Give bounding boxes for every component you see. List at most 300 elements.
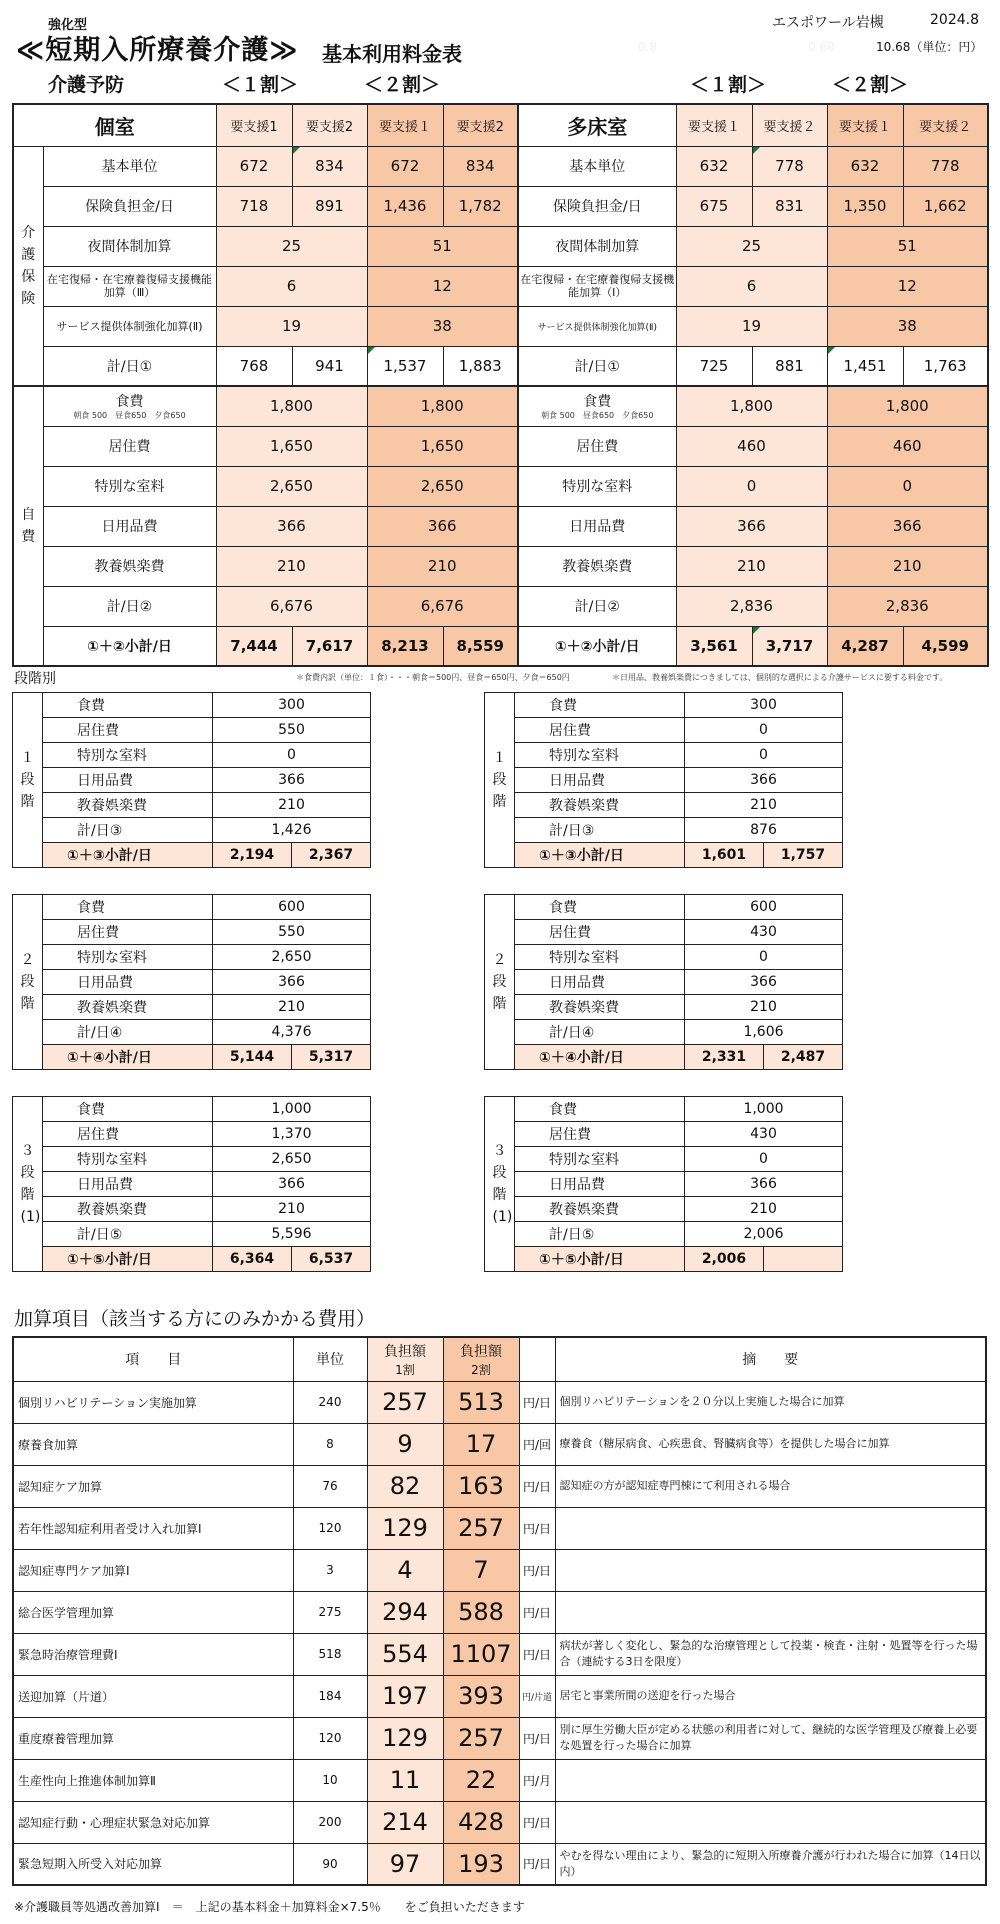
cell: 210 [685, 793, 843, 818]
row-label: 特別な室料 [515, 945, 685, 970]
cell: 430 [685, 1122, 843, 1147]
row-label: 日用品費 [43, 506, 216, 546]
additions-unit: 90 [293, 1843, 367, 1885]
row-label: 特別な室料 [515, 1147, 685, 1172]
additions-per: 円/日 [519, 1507, 555, 1549]
table-row [13, 1801, 986, 1843]
col-head: 要支援2 [443, 104, 518, 146]
row-label: 夜間体制加算 [43, 226, 216, 266]
cell: 2,650 [216, 466, 367, 506]
cell: 725 [676, 346, 752, 386]
group-label-kaigo: 介護保険 [13, 146, 43, 386]
row-label: サービス提供体制強化加算(Ⅱ) [518, 306, 676, 346]
pct-label-left-2: ＜２割＞ [364, 74, 441, 96]
row-label: 食費 [43, 895, 213, 920]
table-row [13, 1197, 371, 1222]
additions-unit: 518 [293, 1633, 367, 1675]
table-row [13, 743, 371, 768]
cell: 4,599 [903, 626, 988, 666]
cell: 550 [213, 718, 371, 743]
cell: 2,836 [827, 586, 988, 626]
table-row [485, 693, 843, 718]
table-row [13, 1843, 986, 1885]
table-row [13, 1633, 986, 1675]
additions-burden-1: 97 [367, 1843, 443, 1885]
row-label: 教養娯楽費 [515, 793, 685, 818]
additions-burden-1: 554 [367, 1633, 443, 1675]
table-row-total [485, 1247, 843, 1272]
additions-item-name: 生産性向上推進体制加算Ⅱ [13, 1759, 293, 1801]
row-label: ①＋④小計/日 [43, 1045, 213, 1070]
cell: 19 [216, 306, 367, 346]
row-label: 計/日① [43, 346, 216, 386]
row-label: 計/日③ [515, 818, 685, 843]
row-label: 特別な室料 [43, 743, 213, 768]
cell: 8,213 [367, 626, 443, 666]
table-row [485, 995, 843, 1020]
cell: 0 [827, 466, 988, 506]
additions-burden-2: 393 [443, 1675, 519, 1717]
row-label: 保険負担金/日 [43, 186, 216, 226]
cell: 430 [685, 920, 843, 945]
row-label: 日用品費 [43, 1172, 213, 1197]
cell: 2,006 [685, 1247, 764, 1272]
cell: 5,596 [213, 1222, 371, 1247]
cell: 366 [216, 506, 367, 546]
row-label: 特別な室料 [43, 1147, 213, 1172]
additions-burden-1: 197 [367, 1675, 443, 1717]
table-row [485, 1172, 843, 1197]
row-label: 計/日⑤ [515, 1222, 685, 1247]
table-row [13, 546, 988, 586]
additions-burden-1: 294 [367, 1591, 443, 1633]
row-label: 特別な室料 [43, 466, 216, 506]
cell: 25 [216, 226, 367, 266]
table-row [13, 793, 371, 818]
row-label: 計/日④ [515, 1020, 685, 1045]
cell: 2,650 [213, 945, 371, 970]
cell: 941 [292, 346, 367, 386]
additions-burden-1: 11 [367, 1759, 443, 1801]
cell: 672 [367, 146, 443, 186]
cell: 0 [213, 743, 371, 768]
table-row [485, 1197, 843, 1222]
table-row [13, 1423, 986, 1465]
table-row-total [13, 626, 988, 666]
table-row [13, 386, 988, 426]
row-label: ①＋②小計/日 [518, 626, 676, 666]
row-label: 特別な室料 [518, 466, 676, 506]
row-label: 特別な室料 [43, 945, 213, 970]
cell: 1,650 [367, 426, 518, 466]
cell: 1,800 [676, 386, 827, 426]
stage-label: ２段階 [13, 895, 43, 1070]
row-label: 日用品費 [515, 768, 685, 793]
additions-per: 円/日 [519, 1549, 555, 1591]
cell: 1,763 [903, 346, 988, 386]
stage-table-1-left [12, 692, 371, 868]
row-label: 日用品費 [43, 768, 213, 793]
cell: 831 [752, 186, 827, 226]
table-row [13, 1122, 371, 1147]
cell: 1,662 [903, 186, 988, 226]
cell: 25 [676, 226, 827, 266]
cell: 2,487 [764, 1045, 843, 1070]
cell: 778 [752, 146, 827, 186]
table-row-total [485, 1045, 843, 1070]
table-row [485, 1147, 843, 1172]
stage-table-2-right [484, 894, 843, 1070]
additions-summary [555, 1759, 986, 1801]
cell: 6,537 [292, 1247, 371, 1272]
cell: 6,676 [367, 586, 518, 626]
facility-name: エスポワール岩槻 [772, 15, 884, 31]
row-label: 日用品費 [43, 970, 213, 995]
table-row [13, 945, 371, 970]
stage-section-title: 段階別 [14, 671, 56, 687]
additions-summary: 個別リハビリテーションを２０分以上実施した場合に加算 [555, 1381, 986, 1423]
cell: 3,717 [752, 626, 827, 666]
row-label: 食費 [43, 1097, 213, 1122]
additions-summary [555, 1591, 986, 1633]
cell: 460 [827, 426, 988, 466]
cell: 300 [685, 693, 843, 718]
cell: 366 [685, 970, 843, 995]
additions-burden-2: 163 [443, 1465, 519, 1507]
group-label-jihi: 自費 [13, 386, 43, 666]
additions-unit: 275 [293, 1591, 367, 1633]
row-label: 居住費 [515, 1122, 685, 1147]
row-label: 居住費 [43, 1122, 213, 1147]
row-label: 計/日③ [43, 818, 213, 843]
additions-unit: 3 [293, 1549, 367, 1591]
col-head: 要支援１ [827, 104, 903, 146]
pct-label-left-1: ＜１割＞ [222, 74, 299, 96]
table-row [13, 1675, 986, 1717]
table-row [13, 1591, 986, 1633]
table-row [485, 743, 843, 768]
cell: 2,331 [685, 1045, 764, 1070]
row-label: ①＋⑤小計/日 [43, 1247, 213, 1272]
cell: 1,800 [827, 386, 988, 426]
cell: 0 [685, 743, 843, 768]
row-label: 計/日⑤ [43, 1222, 213, 1247]
cell: 675 [676, 186, 752, 226]
row-label: 在宅復帰・在宅療養復帰支援機能加算（Ⅲ） [43, 266, 216, 306]
table-row [485, 945, 843, 970]
item-note: ＊日用品、教養娯楽費につきましては、個別的な選択による介護サービスに要する料金です。 [612, 673, 948, 682]
cell: 7,444 [216, 626, 292, 666]
table-row [13, 1507, 986, 1549]
additions-summary [555, 1549, 986, 1591]
cell: 51 [827, 226, 988, 266]
cell: 210 [213, 995, 371, 1020]
additions-per: 円/片道 [519, 1675, 555, 1717]
cell: 1,426 [213, 818, 371, 843]
table-row [13, 266, 988, 306]
cell: 2,194 [213, 843, 292, 868]
cell: 600 [213, 895, 371, 920]
table-row [13, 1020, 371, 1045]
cell: 1,537 [367, 346, 443, 386]
cell: 778 [903, 146, 988, 186]
additions-item-name: 認知症行動・心理症状緊急対応加算 [13, 1801, 293, 1843]
cell: 6,364 [213, 1247, 292, 1272]
additions-burden-2: 428 [443, 1801, 519, 1843]
cell: 1,000 [213, 1097, 371, 1122]
table-row [13, 146, 988, 186]
cell: 38 [367, 306, 518, 346]
row-label: 食費 [515, 1097, 685, 1122]
additions-summary: 療養食（糖尿病食、心疾患食、腎臓病食等）を提供した場合に加算 [555, 1423, 986, 1465]
table-row [13, 718, 371, 743]
cell: 6 [676, 266, 827, 306]
additions-unit: 240 [293, 1381, 367, 1423]
stage-label: ３段階(1) [13, 1097, 43, 1272]
table-row [13, 768, 371, 793]
cell: 5,144 [213, 1045, 292, 1070]
row-label: ①＋③小計/日 [43, 843, 213, 868]
col-head: 要支援2 [292, 104, 367, 146]
row-label: 日用品費 [515, 1172, 685, 1197]
cell: 12 [827, 266, 988, 306]
cell: 12 [367, 266, 518, 306]
row-label: サービス提供体制強化加算(Ⅱ) [43, 306, 216, 346]
table-row [485, 1097, 843, 1122]
row-label: 教養娯楽費 [43, 546, 216, 586]
row-label: 基本単位 [518, 146, 676, 186]
additions-summary: 認知症の方が認知症専門棟にて利用される場合 [555, 1465, 986, 1507]
title-kicker: 強化型 [48, 18, 88, 33]
table-row-total [13, 843, 371, 868]
stage-label: ２段階 [485, 895, 515, 1070]
additions-summary: 病状が著しく変化し、緊急的な治療管理として投薬・検査・注射・処置等を行った場合（連続する3日を限度） [555, 1633, 986, 1675]
cell: 366 [676, 506, 827, 546]
cell: 1,000 [685, 1097, 843, 1122]
additions-burden-1: 257 [367, 1381, 443, 1423]
table-row [13, 1097, 371, 1122]
table-row [13, 1717, 986, 1759]
additions-burden-2: 257 [443, 1717, 519, 1759]
additions-per: 円/日 [519, 1801, 555, 1843]
head-summary: 摘 要 [555, 1337, 986, 1381]
cell: 210 [676, 546, 827, 586]
additions-unit: 120 [293, 1507, 367, 1549]
table-row [13, 693, 371, 718]
row-label: 教養娯楽費 [515, 1197, 685, 1222]
row-label: 教養娯楽費 [43, 1197, 213, 1222]
row-label: 教養娯楽費 [43, 995, 213, 1020]
additions-per: 円/月 [519, 1759, 555, 1801]
cell: 672 [216, 146, 292, 186]
cell: 0 [685, 718, 843, 743]
cell: 366 [685, 1172, 843, 1197]
row-label: 基本単位 [43, 146, 216, 186]
cell [764, 1247, 843, 1272]
row-label-meal: 食費 朝食 500 昼食650 夕食650 [518, 386, 676, 426]
table-row [13, 818, 371, 843]
cell: 881 [752, 346, 827, 386]
cell: 1,800 [367, 386, 518, 426]
cell: 366 [213, 768, 371, 793]
row-label: 計/日② [518, 586, 676, 626]
cell: 2,367 [292, 843, 371, 868]
row-label: 居住費 [518, 426, 676, 466]
col-head: 要支援１ [367, 104, 443, 146]
cell: 1,782 [443, 186, 518, 226]
cell: 0 [676, 466, 827, 506]
row-label: 居住費 [43, 718, 213, 743]
stage-label: ３段階(1) [485, 1097, 515, 1272]
row-label: 計/日④ [43, 1020, 213, 1045]
additions-unit: 120 [293, 1717, 367, 1759]
cell: 460 [676, 426, 827, 466]
cell: 600 [685, 895, 843, 920]
footer-note: ※介護職員等処遇改善加算Ⅰ ＝ 上記の基本料金＋加算料金×7.5％ をご負担いただきます [14, 1900, 525, 1914]
cell: 366 [213, 970, 371, 995]
table-row [485, 718, 843, 743]
stage-label: １段階 [485, 693, 515, 868]
additions-burden-1: 129 [367, 1717, 443, 1759]
head-burden-1: 負担額 1割 [367, 1337, 443, 1381]
row-label: 教養娯楽費 [43, 793, 213, 818]
cell: 6 [216, 266, 367, 306]
additions-burden-2: 17 [443, 1423, 519, 1465]
faint-value-a: 0.8 [638, 40, 658, 54]
cell: 4,376 [213, 1020, 371, 1045]
additions-burden-2: 7 [443, 1549, 519, 1591]
head-burden-2: 負担額 2割 [443, 1337, 519, 1381]
table-row [485, 793, 843, 818]
additions-table [12, 1336, 987, 1886]
table-row [13, 426, 988, 466]
row-label: ①＋③小計/日 [515, 843, 685, 868]
cell: 1,436 [367, 186, 443, 226]
section-label: 介護予防 [48, 74, 125, 96]
additions-item-name: 認知症専門ケア加算Ⅰ [13, 1549, 293, 1591]
additions-item-name: 総合医学管理加算 [13, 1591, 293, 1633]
table-row [485, 1222, 843, 1247]
additions-item-name: 認知症ケア加算 [13, 1465, 293, 1507]
cell: 210 [685, 1197, 843, 1222]
unit-note: 10.68（単位：円） [876, 40, 983, 54]
cell: 1,800 [216, 386, 367, 426]
additions-per: 円/日 [519, 1633, 555, 1675]
cell: 366 [685, 768, 843, 793]
table-row [13, 1549, 986, 1591]
meal-note: ＊食費内訳（単位：１食）・・・朝食＝500円、昼食＝650円、夕食＝650円 [296, 673, 570, 682]
cell: 7,617 [292, 626, 367, 666]
cell: 4,287 [827, 626, 903, 666]
additions-item-name: 若年性認知症利用者受け入れ加算Ⅰ [13, 1507, 293, 1549]
cell: 38 [827, 306, 988, 346]
additions-burden-2: 513 [443, 1381, 519, 1423]
cell: 366 [367, 506, 518, 546]
cell: 891 [292, 186, 367, 226]
stage-table-1-right [484, 692, 843, 868]
cell: 210 [216, 546, 367, 586]
cell: 2,650 [367, 466, 518, 506]
cell: 1,451 [827, 346, 903, 386]
row-label: 居住費 [515, 718, 685, 743]
table-row [13, 506, 988, 546]
main-fee-table [12, 103, 989, 667]
cell: 632 [827, 146, 903, 186]
cell: 0 [685, 945, 843, 970]
stage-table-3-left [12, 1096, 371, 1272]
cell: 632 [676, 146, 752, 186]
cell: 718 [216, 186, 292, 226]
additions-burden-1: 214 [367, 1801, 443, 1843]
table-row [485, 895, 843, 920]
row-label: 在宅復帰・在宅療養復帰支援機能加算（Ⅰ） [518, 266, 676, 306]
table-row [485, 970, 843, 995]
table-row [13, 895, 371, 920]
row-label: 夜間体制加算 [518, 226, 676, 266]
table-row [13, 1759, 986, 1801]
row-label: 計/日② [43, 586, 216, 626]
additions-item-name: 重度療養管理加算 [13, 1717, 293, 1759]
row-label: 食費 [43, 693, 213, 718]
additions-unit: 76 [293, 1465, 367, 1507]
row-label: 特別な室料 [515, 743, 685, 768]
cell: 366 [827, 506, 988, 546]
additions-per: 円/回 [519, 1423, 555, 1465]
additions-per: 円/日 [519, 1843, 555, 1885]
cell: 1,757 [764, 843, 843, 868]
additions-per: 円/日 [519, 1381, 555, 1423]
stage-label: １段階 [13, 693, 43, 868]
cell: 1,601 [685, 843, 764, 868]
cell: 300 [213, 693, 371, 718]
cell: 1,606 [685, 1020, 843, 1045]
revision-date: 2024.8 [930, 12, 979, 28]
cell: 2,836 [676, 586, 827, 626]
row-label: ①＋④小計/日 [515, 1045, 685, 1070]
table-row [13, 1381, 986, 1423]
row-label: 食費 [515, 693, 685, 718]
row-label: 教養娯楽費 [518, 546, 676, 586]
additions-unit: 200 [293, 1801, 367, 1843]
page-title: ≪短期入所療養介護≫ [16, 35, 299, 66]
cell: 2,006 [685, 1222, 843, 1247]
table-row-total [13, 1247, 371, 1272]
table-row [485, 818, 843, 843]
cell: 1,883 [443, 346, 518, 386]
cell: 51 [367, 226, 518, 266]
cell: 210 [213, 793, 371, 818]
table-row [13, 1222, 371, 1247]
additions-item-name: 療養食加算 [13, 1423, 293, 1465]
col-head: 要支援２ [752, 104, 827, 146]
cell: 5,317 [292, 1045, 371, 1070]
cell: 210 [827, 546, 988, 586]
stage-table-2-left [12, 894, 371, 1070]
additions-summary [555, 1801, 986, 1843]
additions-item-name: 緊急短期入所受入対応加算 [13, 1843, 293, 1885]
additions-burden-1: 129 [367, 1507, 443, 1549]
cell: 210 [367, 546, 518, 586]
additions-per: 円/日 [519, 1717, 555, 1759]
table-row-total [485, 843, 843, 868]
table-row [13, 970, 371, 995]
row-label: 計/日① [518, 346, 676, 386]
additions-burden-2: 1107 [443, 1633, 519, 1675]
additions-summary: 別に厚生労働大臣が定める状態の利用者に対して、継続的な医学管理及び療養上必要な処置を行った場合に加算 [555, 1717, 986, 1759]
additions-per: 円/日 [519, 1465, 555, 1507]
table-row [485, 920, 843, 945]
additions-header-row [13, 1337, 986, 1381]
